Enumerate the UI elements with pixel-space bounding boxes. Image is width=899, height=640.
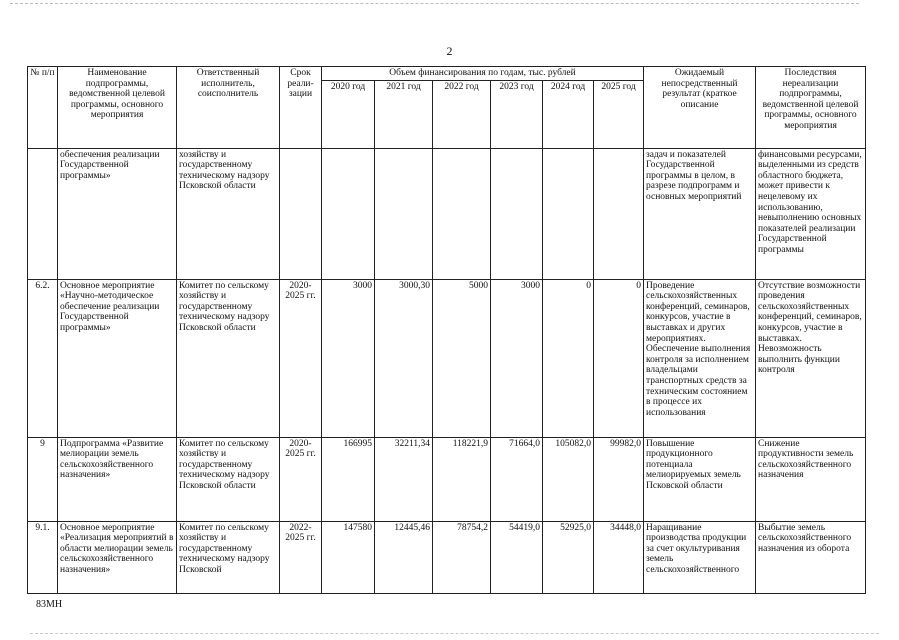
cell-2023: 54419,0 (491, 521, 543, 593)
cell-consequences: финансовыми ресурсами, выделенными из средств областного бюджета, может привести к нецелевому их использованию, невыполнению основных показателей реализации Государственной программы (756, 148, 866, 279)
cell-2025: 34448,0 (594, 521, 644, 593)
cell-2024: 105082,0 (543, 437, 594, 521)
cell-name: Основное мероприятие «Научно-методическое обеспечение реализации Государственной программы» (58, 279, 177, 437)
cell-2025 (594, 148, 644, 279)
program-table (27, 66, 866, 594)
table-row (28, 279, 866, 437)
cell-name: обеспечения реализации Государственной программы» (58, 148, 177, 279)
header-year-2025: 2025 год (594, 80, 644, 148)
table-row (28, 148, 866, 279)
cell-consequences: Отсутствие возможности проведения сельскохозяйственных конференций, семинаров, конкурсов, участие в выставках. Невозможность выполнить функции контроля (756, 279, 866, 437)
cell-name: Подпрограмма «Развитие мелиорации земель сельскохозяйственного назначения» (58, 437, 177, 521)
cell-2021: 12445,46 (375, 521, 433, 593)
cell-2024: 52925,0 (543, 521, 594, 593)
page-number: 2 (446, 44, 453, 58)
header-funding: Объем финансирования по годам, тыс. рублей (322, 67, 644, 81)
cell-no: 9 (28, 437, 58, 521)
cell-result: задач и показателей Государственной программы в целом, в разрезе подпрограмм и основных мероприятий (644, 148, 756, 279)
cell-responsible: Комитет по сельскому хозяйству и государственному техническому надзору Псковской (177, 521, 280, 593)
cell-no (28, 148, 58, 279)
header-year-2023: 2023 год (491, 80, 543, 148)
table-row (28, 521, 866, 593)
cell-consequences: Выбытие земель сельскохозяйственного назначения из оборота (756, 521, 866, 593)
cell-2024: 0 (543, 279, 594, 437)
cell-2023 (491, 148, 543, 279)
cell-responsible: Комитет по сельскому хозяйству и государственному техническому надзору Псковской области (177, 279, 280, 437)
cell-name: Основное мероприятие «Реализация мероприятий в области мелиорации земель сельскохозяйственного назначения» (58, 521, 177, 593)
footer-code: 83МН (36, 599, 63, 610)
cell-term: 2022-2025 гг. (280, 521, 322, 593)
header-term: Срок реали-зации (280, 67, 322, 149)
header-result: Ожидаемый непосредственный результат (краткое описание (644, 67, 756, 149)
cell-2022 (433, 148, 491, 279)
cell-2021: 32211,34 (375, 437, 433, 521)
cell-2023: 3000 (491, 279, 543, 437)
cell-no: 6.2. (28, 279, 58, 437)
cell-term: 2020-2025 гг. (280, 279, 322, 437)
cell-2025: 99982,0 (594, 437, 644, 521)
cell-2022: 78754,2 (433, 521, 491, 593)
cell-no: 9.1. (28, 521, 58, 593)
cell-2021: 3000,30 (375, 279, 433, 437)
cell-2020: 166995 (322, 437, 375, 521)
header-consequences: Последствия нереализации подпрограммы, ведомственной целевой программы, основного мероприятия (756, 67, 866, 149)
header-year-2022: 2022 год (433, 80, 491, 148)
cell-term (280, 148, 322, 279)
cell-2024 (543, 148, 594, 279)
header-year-2021: 2021 год (375, 80, 433, 148)
cell-2025: 0 (594, 279, 644, 437)
header-year-2024: 2024 год (543, 80, 594, 148)
cell-responsible: Комитет по сельскому хозяйству и государственному техническому надзору Псковской области (177, 437, 280, 521)
cell-2022: 118221,9 (433, 437, 491, 521)
cell-result: Проведение сельскохозяйственных конференций, семинаров, конкурсов, участие в выставках и других мероприятиях. Обеспечение выполнения контроля за исполнением владельцами транспортных средств за техническим состоянием в процессе их использования (644, 279, 756, 437)
cell-2022: 5000 (433, 279, 491, 437)
cell-2021 (375, 148, 433, 279)
header-name: Наименование подпрограммы, ведомственной целевой программы, основного мероприятия (58, 67, 177, 149)
cell-2020: 147580 (322, 521, 375, 593)
cell-2020: 3000 (322, 279, 375, 437)
header-no: № п/п (28, 67, 58, 149)
cell-consequences: Снижение продуктивности земель сельскохозяйственного назначения (756, 437, 866, 521)
header-responsible: Ответственный исполнитель, соисполнитель (177, 67, 280, 149)
scan-edge-bottom (0, 626, 899, 640)
cell-result: Наращивание производства продукции за счет окультуривания земель сельскохозяйственного (644, 521, 756, 593)
table-row (28, 437, 866, 521)
cell-result: Повышение продукционного потенциала мелиорируемых земель Псковской области (644, 437, 756, 521)
scan-edge-top (0, 0, 899, 8)
cell-2020 (322, 148, 375, 279)
cell-term: 2020-2025 гг. (280, 437, 322, 521)
cell-2023: 71664,0 (491, 437, 543, 521)
header-year-2020: 2020 год (322, 80, 375, 148)
cell-responsible: хозяйству и государственному техническому надзору Псковской области (177, 148, 280, 279)
